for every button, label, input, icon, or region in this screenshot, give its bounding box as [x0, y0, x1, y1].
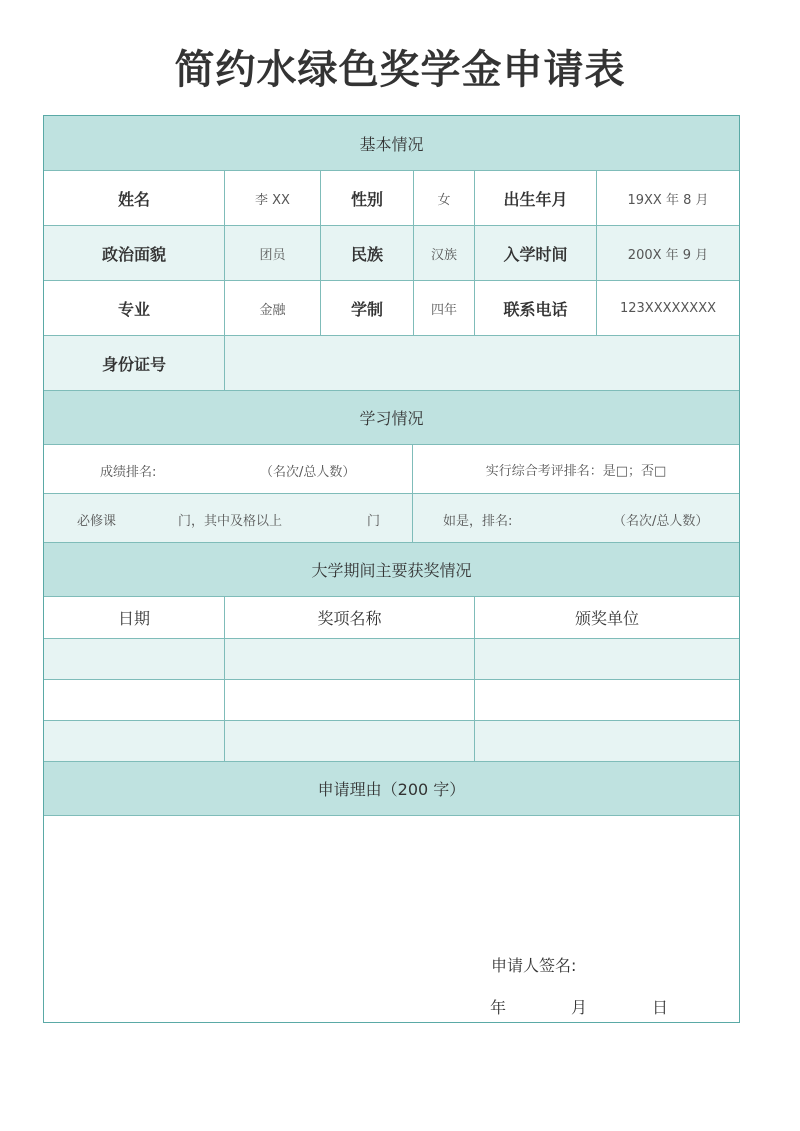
if-yes-hint: （名次/总人数）: [613, 514, 709, 529]
row-politics: [44, 225, 739, 280]
award-date-cell[interactable]: [44, 721, 224, 761]
required-label: 必修课: [77, 514, 117, 529]
award-name-cell[interactable]: [224, 680, 474, 720]
section-title-basic: 基本情况: [359, 134, 424, 154]
section-header-study: [44, 390, 739, 444]
table-row: [44, 638, 739, 679]
id-label: 身份证号: [101, 354, 166, 374]
required-unit: 门: [367, 514, 381, 529]
section-title-awards: 大学期间主要获奖情况: [311, 561, 472, 580]
eval-cell: [412, 445, 739, 493]
duration-value[interactable]: 四年: [413, 281, 474, 335]
phone-value[interactable]: 123XXXXXXXX: [596, 281, 739, 335]
date-year-label: 年: [490, 998, 507, 1017]
section-header-reason: [44, 761, 739, 815]
ethnic-value[interactable]: 汉族: [413, 226, 474, 280]
ethnic-label: 民族: [320, 226, 413, 280]
section-header-basic: [44, 116, 739, 170]
awards-column-headers: [44, 596, 739, 638]
award-issuer-cell[interactable]: [474, 721, 739, 761]
rank-label: 成绩排名:: [100, 465, 157, 480]
rank-hint: （名次/总人数）: [260, 465, 356, 480]
name-value[interactable]: 李 XX: [224, 171, 320, 225]
row-study-rank: [44, 444, 739, 493]
awards-col-issuer: 颁奖单位: [474, 597, 739, 638]
section-header-awards: [44, 542, 739, 596]
award-name-cell[interactable]: [224, 721, 474, 761]
major-value[interactable]: 金融: [224, 281, 320, 335]
signature-label: 申请人签名:: [491, 956, 577, 975]
date-day-label: 日: [652, 998, 669, 1017]
row-study-required: [44, 493, 739, 542]
major-label: 专业: [117, 299, 150, 319]
required-mid: 门，其中及格以上: [178, 514, 283, 529]
awards-col-name: 奖项名称: [224, 597, 474, 638]
name-label: 姓名: [117, 189, 150, 209]
phone-label: 联系电话: [474, 281, 596, 335]
duration-label: 学制: [320, 281, 413, 335]
award-issuer-cell[interactable]: [474, 680, 739, 720]
awards-col-date: 日期: [117, 609, 150, 628]
date-month-label: 月: [571, 998, 588, 1017]
gender-value[interactable]: 女: [413, 171, 474, 225]
award-issuer-cell[interactable]: [474, 639, 739, 679]
if-yes-label: 如是，排名:: [443, 514, 513, 529]
award-name-cell[interactable]: [224, 639, 474, 679]
politics-label: 政治面貌: [101, 244, 166, 264]
reason-body[interactable]: [44, 815, 739, 1022]
eval-label[interactable]: 实行综合考评排名：是□；否□: [485, 463, 667, 479]
birth-label: 出生年月: [474, 171, 596, 225]
enroll-label: 入学时间: [474, 226, 596, 280]
page-title: 简约水绿色奖学金申请表: [174, 47, 626, 93]
row-name: [44, 170, 739, 225]
birth-value[interactable]: 19XX 年 8 月: [596, 171, 739, 225]
section-title-study: 学习情况: [359, 409, 424, 428]
row-major: [44, 280, 739, 335]
table-row: [44, 679, 739, 720]
politics-value[interactable]: 团员: [224, 226, 320, 280]
award-date-cell[interactable]: [44, 680, 224, 720]
gender-label: 性别: [320, 171, 413, 225]
row-id-number: [44, 335, 739, 390]
application-form: [43, 115, 740, 1023]
enroll-value[interactable]: 200X 年 9 月: [596, 226, 739, 280]
table-row: [44, 720, 739, 761]
id-value[interactable]: [224, 336, 739, 390]
award-date-cell[interactable]: [44, 639, 224, 679]
section-title-reason: 申请理由（200 字）: [317, 780, 466, 799]
